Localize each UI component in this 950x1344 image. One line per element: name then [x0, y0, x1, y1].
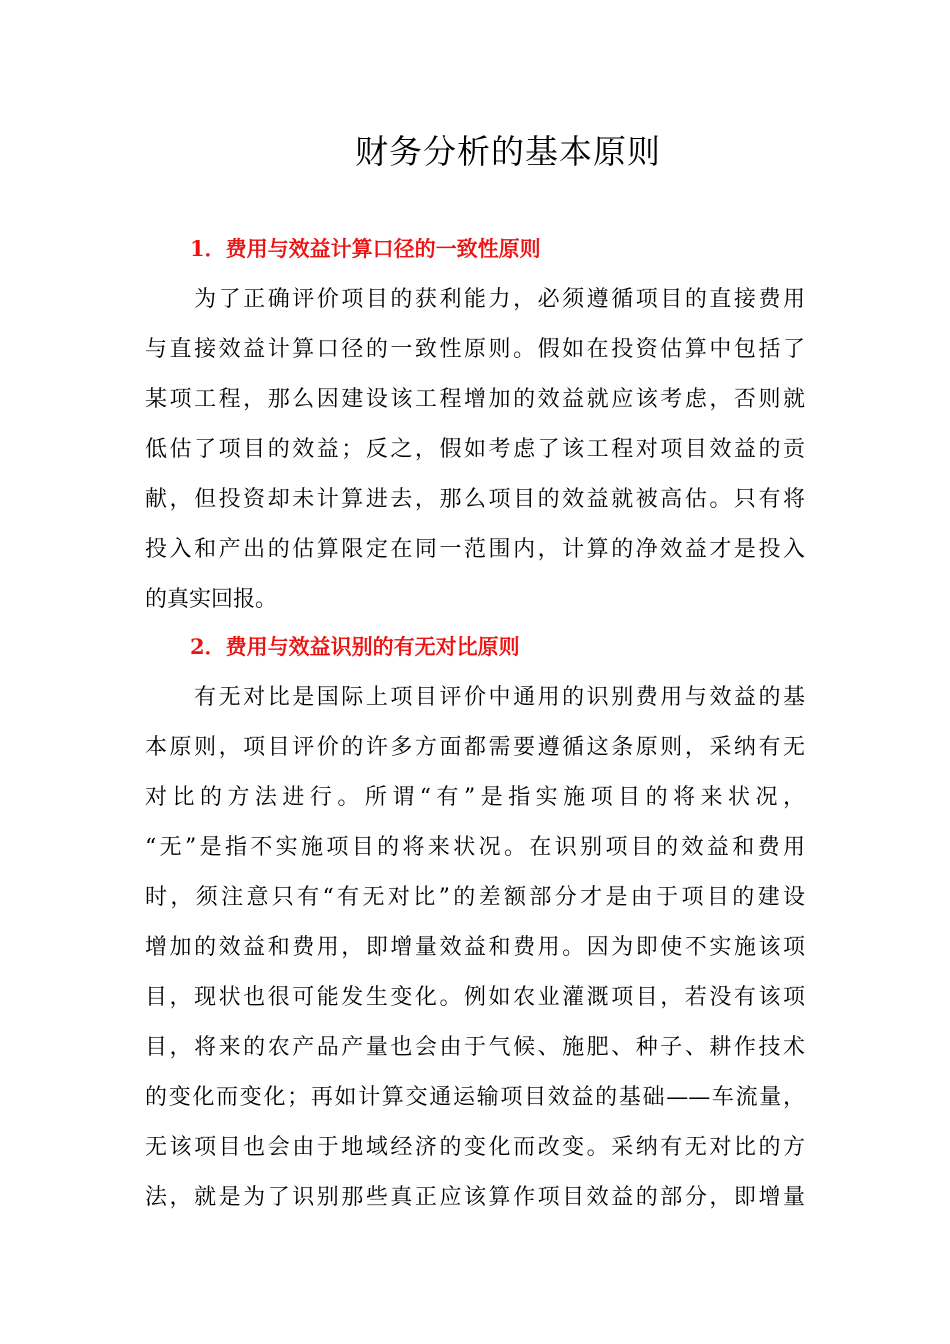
- paragraph-line: 无该项目也会由于地域经济的变化而改变。采纳有无对比的方: [145, 1135, 805, 1160]
- paragraph-line: 本原则，项目评价的许多方面都需要遵循这条原则，采纳有无: [145, 735, 805, 760]
- paragraph-line: “无”是指不实施项目的将来状况。在识别项目的效益和费用: [145, 835, 805, 860]
- paragraph-line: 为了正确评价项目的获利能力，必须遵循项目的直接费用: [145, 287, 805, 312]
- paragraph-line: 时，须注意只有“有无对比”的差额部分才是由于项目的建设: [145, 885, 805, 910]
- paragraph-line: 对比的方法进行。所谓“有”是指实施项目的将来状况，: [145, 785, 805, 810]
- document-title: 财务分析的基本原则: [355, 132, 661, 171]
- paragraph-line: 的真实回报。: [145, 587, 278, 612]
- paragraph-line: 低估了项目的效益；反之，假如考虑了该工程对项目效益的贡: [145, 437, 805, 462]
- section-heading-2: 2．费用与效益识别的有无对比原则: [190, 634, 520, 659]
- paragraph-line: 献，但投资却未计算进去，那么项目的效益就被高估。只有将: [145, 487, 805, 512]
- paragraph-line: 法，就是为了识别那些真正应该算作项目效益的部分，即增量: [145, 1185, 805, 1210]
- paragraph-line: 目，将来的农产品产量也会由于气候、施肥、种子、耕作技术: [145, 1035, 805, 1060]
- paragraph-line: 增加的效益和费用，即增量效益和费用。因为即使不实施该项: [145, 935, 805, 960]
- paragraph-line: 某项工程，那么因建设该工程增加的效益就应该考虑，否则就: [145, 387, 805, 412]
- paragraph-line: 目，现状也很可能发生变化。例如农业灌溉项目，若没有该项: [145, 985, 805, 1010]
- paragraph-line: 有无对比是国际上项目评价中通用的识别费用与效益的基: [145, 685, 805, 710]
- paragraph-line: 与直接效益计算口径的一致性原则。假如在投资估算中包括了: [145, 337, 805, 362]
- paragraph-line: 的变化而变化；再如计算交通运输项目效益的基础——车流量，: [145, 1085, 805, 1110]
- section-heading-1: 1．费用与效益计算口径的一致性原则: [190, 236, 541, 261]
- paragraph-line: 投入和产出的估算限定在同一范围内，计算的净效益才是投入: [145, 537, 805, 562]
